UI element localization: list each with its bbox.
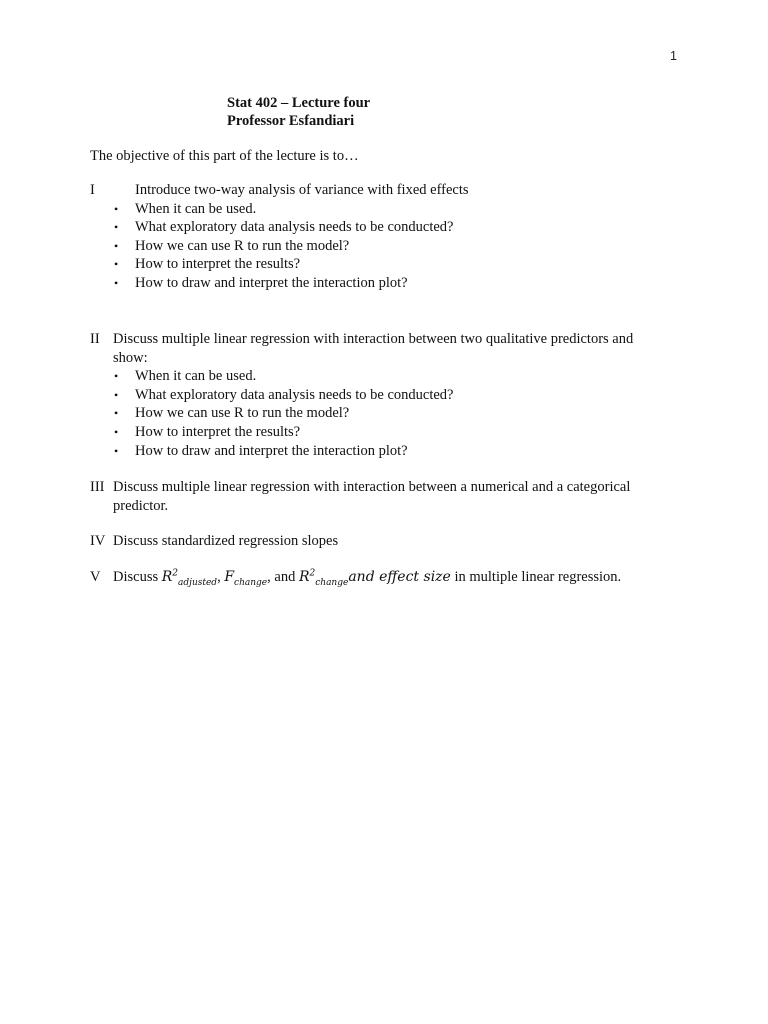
bullet-list bbox=[90, 200, 670, 293]
course-title: Stat 402 – Lecture four bbox=[227, 95, 371, 111]
list-item: • How to interpret the results? bbox=[114, 423, 301, 440]
bullet-icon: • bbox=[114, 275, 119, 290]
effect-size-phrase: and effect size bbox=[348, 569, 451, 585]
section-5-pre-text: Discuss bbox=[113, 569, 162, 585]
list-item: • How we can use R to run the model? bbox=[114, 405, 350, 422]
section-number: III bbox=[90, 479, 105, 495]
page-number: 1 bbox=[670, 49, 677, 63]
section-3 bbox=[90, 478, 670, 515]
section-number: V bbox=[90, 569, 101, 585]
list-item: • How we can use R to run the model? bbox=[114, 237, 350, 254]
intro-sentence: The objective of this part of the lecture is to… bbox=[90, 148, 359, 164]
bullet-icon: • bbox=[114, 257, 119, 272]
bullet-list bbox=[90, 367, 670, 460]
professor-name: Professor Esfandiari bbox=[227, 113, 355, 129]
bullet-icon: • bbox=[114, 238, 119, 253]
r-squared-adjusted: $R^2_{adjusted}$ bbox=[161, 568, 218, 588]
section-number: II bbox=[90, 331, 100, 347]
section-title: Discuss multiple linear regression with interaction between two qualitative predictors and show: bbox=[113, 331, 634, 366]
list-item: • How to interpret the results? bbox=[114, 256, 301, 273]
section-4 bbox=[90, 532, 670, 551]
section-5 bbox=[90, 568, 670, 587]
list-item: • When it can be used. bbox=[114, 200, 257, 217]
bullet-icon: • bbox=[114, 220, 119, 235]
bullet-icon: • bbox=[114, 406, 119, 421]
list-item: • What exploratory data analysis needs to be conducted? bbox=[114, 386, 454, 403]
r-squared-change: $R^2_{change}$ bbox=[298, 568, 349, 588]
list-item: • When it can be used. bbox=[114, 368, 257, 385]
bullet-icon: • bbox=[114, 424, 119, 439]
bullet-icon: • bbox=[114, 369, 119, 384]
f-change: $F_{change}$ bbox=[224, 569, 268, 588]
section-5-post-text: in multiple linear regression. bbox=[450, 569, 622, 585]
document-header bbox=[227, 94, 370, 130]
list-item: • How to draw and interpret the interaction plot? bbox=[114, 442, 408, 459]
section-number: IV bbox=[90, 533, 106, 549]
section-title: Discuss $R^2_{adjusted}$, $F_{change}$, and $R^2_{change}and$ effect size in multiple linear regression. bbox=[113, 568, 622, 588]
list-item: • How to draw and interpret the interaction plot? bbox=[114, 274, 408, 291]
section-title: Discuss standardized regression slopes bbox=[113, 533, 339, 549]
list-item: • What exploratory data analysis needs to be conducted? bbox=[114, 219, 454, 236]
section-title: Discuss multiple linear regression with interaction between a numerical and a categorical predictor. bbox=[113, 479, 631, 514]
section-number: I bbox=[90, 182, 95, 198]
section-2 bbox=[90, 330, 670, 460]
bullet-icon: • bbox=[114, 201, 119, 216]
bullet-icon: • bbox=[114, 387, 119, 402]
section-1 bbox=[90, 181, 670, 293]
section-title: Introduce two-way analysis of variance with fixed effects bbox=[135, 182, 469, 198]
bullet-icon: • bbox=[114, 443, 119, 458]
